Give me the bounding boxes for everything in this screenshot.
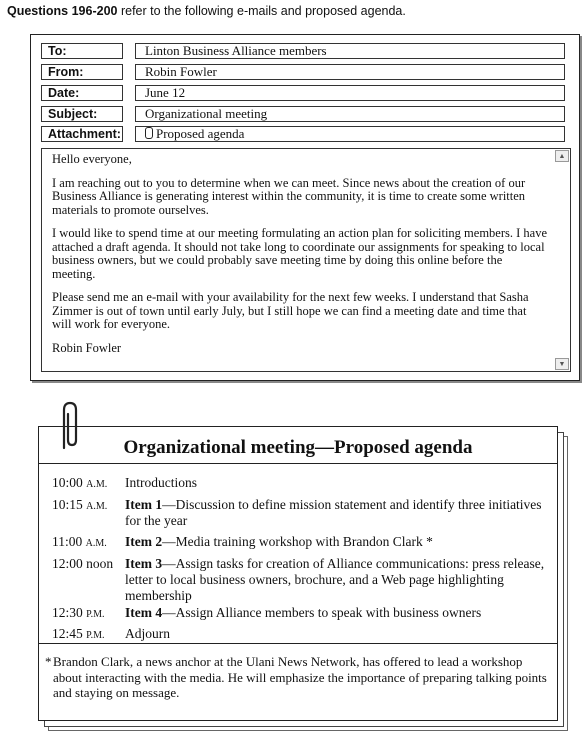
scroll-up-button[interactable]: ▲ xyxy=(555,150,569,162)
email-paragraph: I am reaching out to you to determine when we can meet. Since news about the creation of our Business Alliance is generating interest within the community, it is time to create some written materials to promote ourselves. xyxy=(52,175,526,217)
agenda-item-desc: Item 3—Assign tasks for creation of Alliance communications: press release, letter to local business owners, brochure, and a Web page highlighting membership xyxy=(125,556,545,603)
email-greeting: Hello everyone, xyxy=(52,152,132,166)
agenda-title: Organizational meeting—Proposed agenda xyxy=(123,437,473,458)
email-paragraph: Please send me an e-mail with your availability for the next few weeks. I understand that Sasha Zimmer is out of town until early July, but I still hope we can find a meeting date and time that will work for everyone. xyxy=(52,290,529,331)
email-date-field[interactable]: June 12 xyxy=(135,85,565,101)
agenda-item-desc: Item 4—Assign Alliance members to speak with business owners xyxy=(125,605,482,620)
email-attachment-label: Attachment: xyxy=(41,126,123,142)
question-intro-text: refer to the following e-mails and proposed agenda. xyxy=(120,4,406,18)
agenda-time: 10:15 A.M. xyxy=(52,497,108,512)
agenda-time: 12:00 noon xyxy=(52,556,114,571)
email-to-field[interactable]: Linton Business Alliance members xyxy=(135,43,565,59)
paperclip-icon xyxy=(52,400,88,452)
email-subject-field[interactable]: Organizational meeting xyxy=(135,106,565,122)
question-intro xyxy=(7,4,406,18)
email-from-field[interactable]: Robin Fowler xyxy=(135,64,565,80)
agenda-item-desc: Introductions xyxy=(125,475,197,490)
agenda-time: 12:30 P.M. xyxy=(52,605,105,620)
footnote-asterisk: * xyxy=(45,654,52,669)
email-to-label: To: xyxy=(41,43,123,59)
attachment-clip-icon xyxy=(145,127,153,139)
agenda-document xyxy=(38,426,558,721)
agenda-item-desc: Item 1—Discussion to define mission statement and identify three initiatives for the year xyxy=(125,497,542,528)
email-window xyxy=(30,34,580,381)
email-signature: Robin Fowler xyxy=(52,340,122,355)
question-range: Questions 196-200 xyxy=(7,4,118,18)
footnote-divider xyxy=(39,643,557,644)
agenda-divider xyxy=(39,463,557,464)
email-attachment-name: Proposed agenda xyxy=(156,126,245,141)
footnote-text: Brandon Clark, a news anchor at the Ulani News Network, has offered to lead a workshop about interacting with the media. He will emphasize the importance of preparing talking points and staying on message. xyxy=(53,654,547,700)
agenda-footnote xyxy=(45,654,551,701)
agenda-time: 12:45 P.M. xyxy=(52,626,105,641)
email-attachment-field[interactable] xyxy=(135,126,565,142)
agenda-item-desc: Item 2—Media training workshop with Brandon Clark * xyxy=(125,534,433,549)
email-from-label: From: xyxy=(41,64,123,80)
email-paragraph: I would like to spend time at our meeting formulating an action plan for soliciting members. I have attached a draft agenda. It should not take long to coordinate our assignments for speaking to local business owners, but we could probably save meeting time by doing this online before the meeting. xyxy=(52,226,548,281)
agenda-time: 10:00 A.M. xyxy=(52,475,108,490)
email-subject-label: Subject: xyxy=(41,106,123,122)
agenda-item-desc: Adjourn xyxy=(125,626,170,641)
agenda-time: 11:00 A.M. xyxy=(52,534,107,549)
email-body[interactable] xyxy=(41,148,571,372)
scroll-down-button[interactable]: ▼ xyxy=(555,358,569,370)
email-message xyxy=(52,153,548,365)
email-date-label: Date: xyxy=(41,85,123,101)
